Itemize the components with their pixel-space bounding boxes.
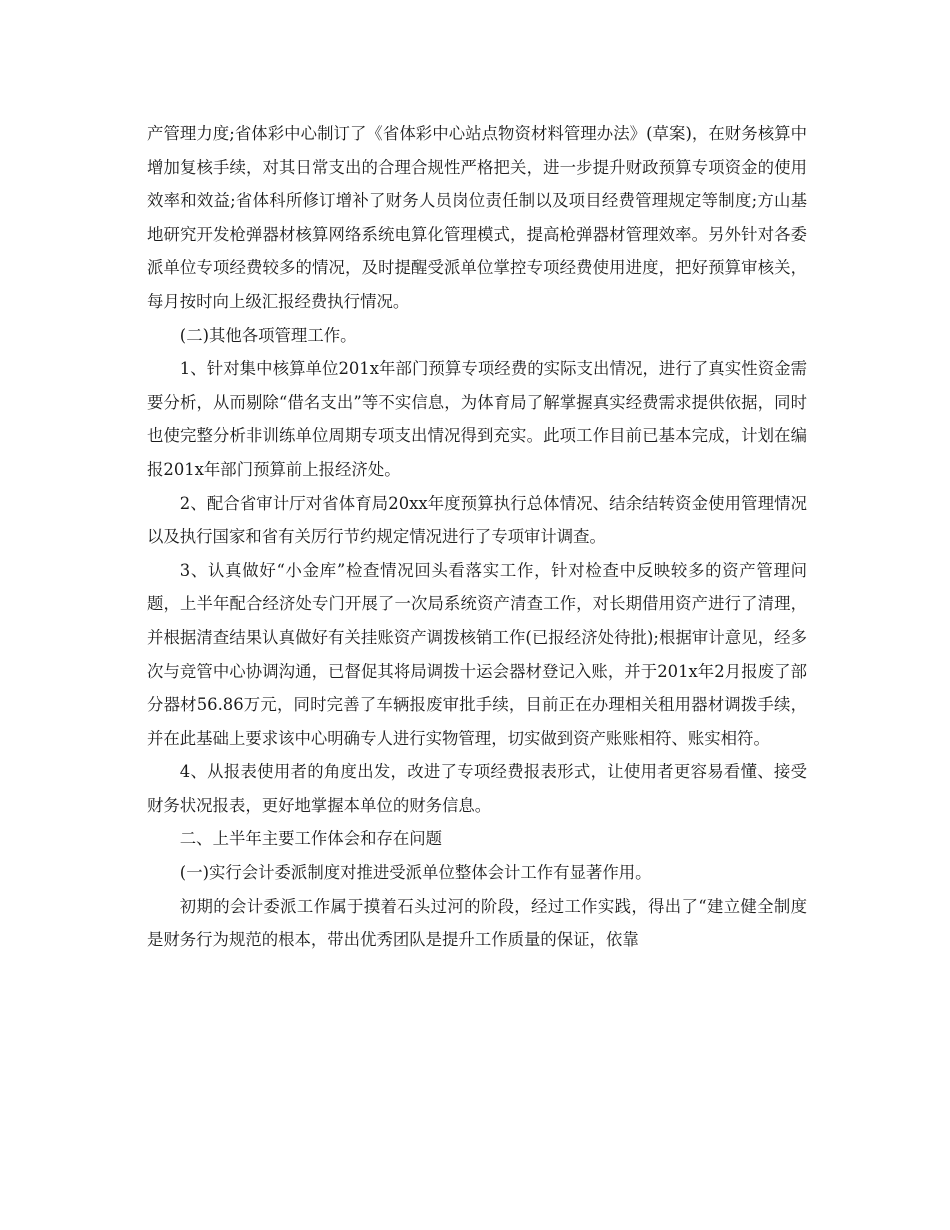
paragraph-item-2: 2、配合省审计厅对省体育局20xx年度预算执行总体情况、结余结转资金使用管理情况以及执行国家和省有关厉行节约规定情况进行了专项审计调查。	[147, 493, 807, 547]
subsection-heading-accounting-delegation: (一)实行会计委派制度对推进受派单位整体会计工作有显著作用。	[179, 863, 652, 883]
paragraph-item-3: 3、认真做好“小金库”检查情况回头看落实工作，针对检查中反映较多的资产管理问题，上半年配合经济处专门开展了一次局系统资产清查工作，对长期借用资产进行了清理，并根据清查结果认真做好有关挂账资产调拨核销工作(已报经济处待批);根据审计意见，经多次与竞管中心协调沟通，已督促其将局调拨十运会器材登记入账，并于201x年2月报废了部分器材56.86万元，同时完善了车辆报废审批手续，目前正在办理相关租用器材调拨手续，并在此基础上要求该中心明确专人进行实物管理，切实做到资产账账相符、账实相符。	[147, 560, 807, 748]
section-heading-other-management: (二)其他各项管理工作。	[179, 325, 357, 345]
paragraph-item-4: 4、从报表使用者的角度出发，改进了专项经费报表形式，让使用者更容易看懂、接受财务状况报表，更好地掌握本单位的财务信息。	[147, 762, 807, 815]
paragraph-continued: 产管理力度;省体彩中心制订了《省体彩中心站点物资材料管理办法》(草案)，在财务核算中增加复核手续，对其日常支出的合理合规性严格把关，进一步提升财政预算专项资金的使用效率和效益;省体科所修订增补了财务人员岗位责任制以及项目经费管理规定等制度;方山基地研究开发枪弹器材核算网络系统电算化管理模式，提高枪弹器材管理效率。另外针对各委派单位专项经费较多的情况，及时提醒受派单位掌控专项经费使用进度，把好预算审核关，每月按时向上级汇报经费执行情况。	[147, 124, 807, 311]
paragraph-item-1: 1、针对集中核算单位201x年部门预算专项经费的实际支出情况，进行了真实性资金需要分析，从而剔除“借名支出”等不实信息，为体育局了解掌握真实经费需求提供依据，同时也使完整分析非训练单位周期专项支出情况得到充实。此项工作目前已基本完成，计划在编报201x年部门预算前上报经济处。	[147, 359, 807, 479]
paragraph-initial-delegation: 初期的会计委派工作属于摸着石头过河的阶段，经过工作实践，得出了“建立健全制度是财务行为规范的根本，带出优秀团队是提升工作质量的保证，依靠	[147, 896, 807, 950]
section-heading-experience-problems: 二、上半年主要工作体会和存在问题	[179, 829, 443, 849]
document-body	[147, 117, 807, 957]
